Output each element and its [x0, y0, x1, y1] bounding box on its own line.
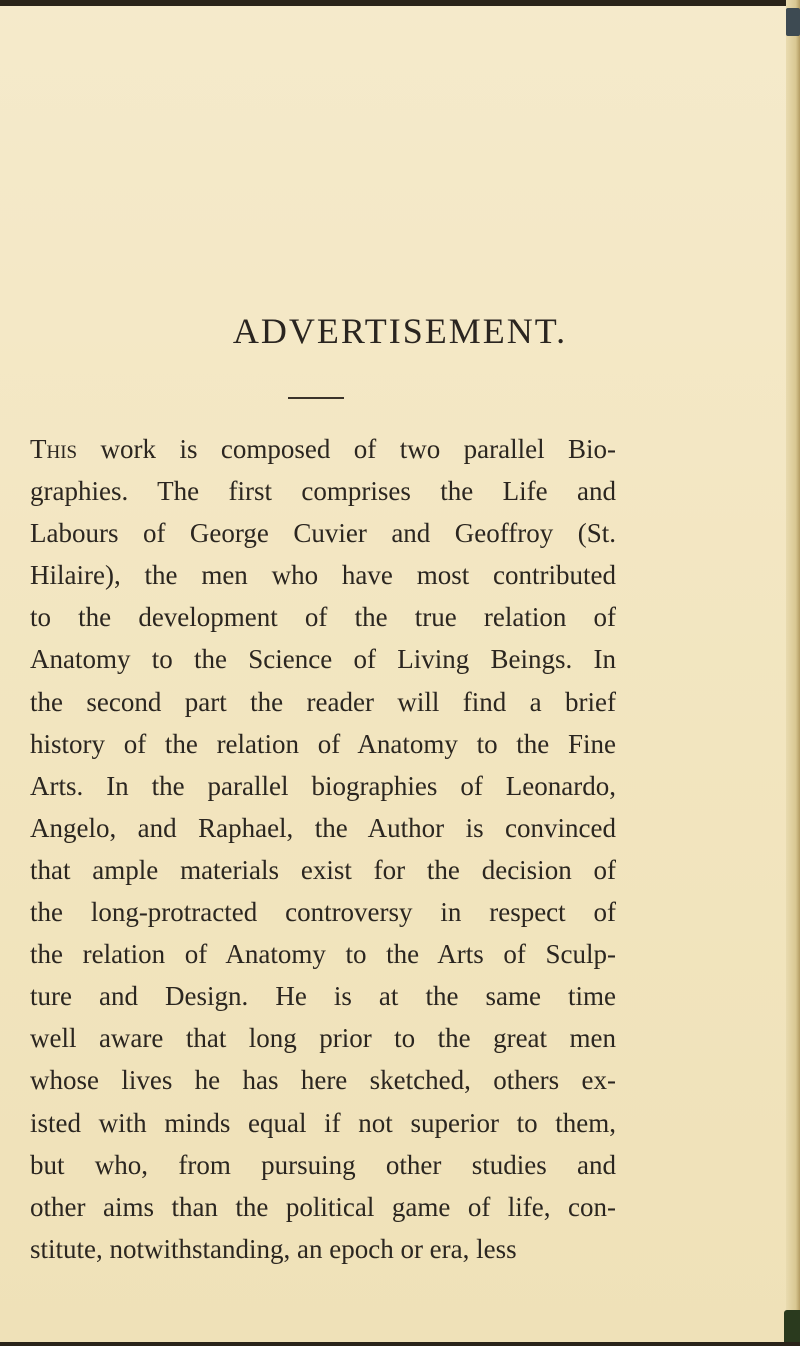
scan-marker-top — [786, 8, 800, 36]
body-line: graphies. The first comprises the Life and — [30, 476, 616, 507]
body-line: isted with minds equal if not superior to them, — [30, 1107, 616, 1138]
heading-rule — [288, 397, 344, 399]
body-line: the relation of Anatomy to the Arts of Sculp- — [30, 939, 616, 970]
body-line: other aims than the political game of life, con- — [30, 1191, 616, 1222]
body-line: Hilaire), the men who have most contributed — [30, 560, 616, 591]
first-word: This — [30, 434, 78, 464]
advertisement-body — [30, 428, 616, 1270]
body-line: but who, from pursuing other studies and — [30, 1149, 616, 1180]
body-line: that ample materials exist for the decision of — [30, 854, 616, 885]
page-bottom-edge — [0, 1342, 800, 1346]
page-right-edge — [786, 0, 800, 1346]
body-line: to the development of the true relation of — [30, 602, 616, 633]
body-line: Anatomy to the Science of Living Beings. In — [30, 644, 616, 675]
scan-marker-bottom — [784, 1310, 800, 1346]
body-line: This work is composed of two parallel Bio- — [30, 434, 616, 464]
body-line: ture and Design. He is at the same time — [30, 981, 616, 1012]
body-line: Angelo, and Raphael, the Author is convinced — [30, 812, 616, 843]
body-line: the second part the reader will find a brief — [30, 686, 616, 717]
page-top-edge — [0, 0, 800, 6]
body-line: Labours of George Cuvier and Geoffroy (St. — [30, 518, 616, 549]
body-line: stitute, notwithstanding, an epoch or era, less — [30, 1233, 517, 1264]
body-line: well aware that long prior to the great men — [30, 1023, 616, 1054]
body-line: the long-protracted controversy in respect of — [30, 897, 616, 928]
body-line: whose lives he has here sketched, others ex- — [30, 1065, 616, 1096]
body-line: history of the relation of Anatomy to the Fine — [30, 728, 616, 759]
page-heading: ADVERTISEMENT. — [232, 311, 568, 351]
body-line: Arts. In the parallel biographies of Leonardo, — [30, 770, 616, 801]
